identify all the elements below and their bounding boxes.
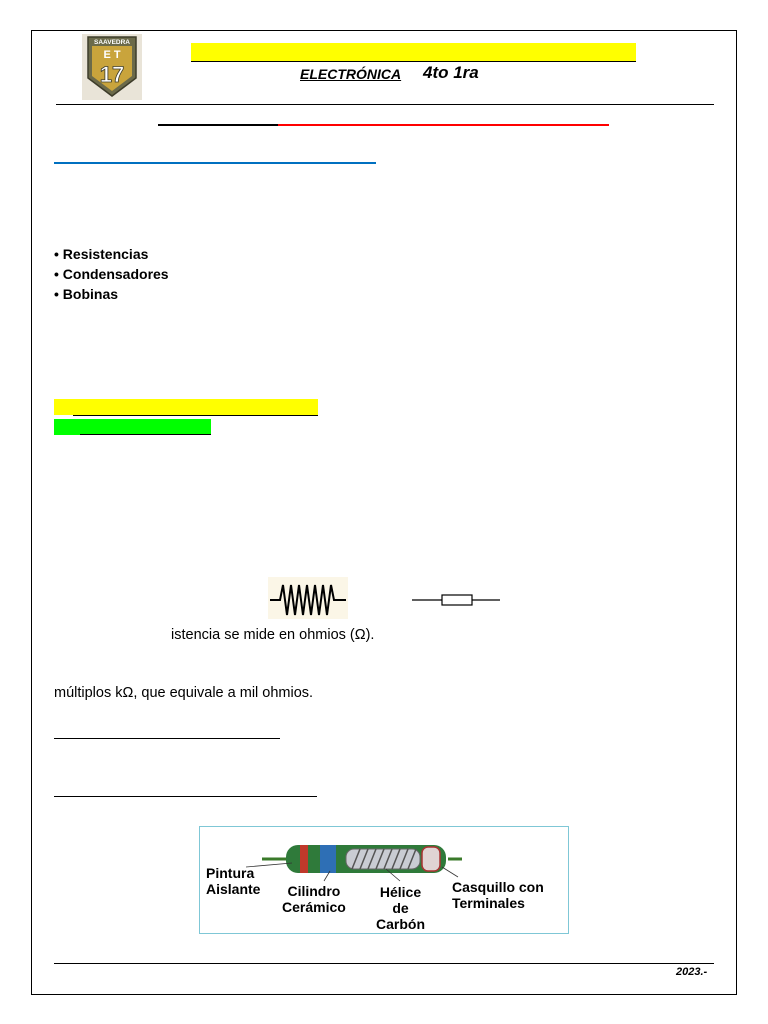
components-list xyxy=(54,244,169,304)
resistor-diagram xyxy=(199,826,569,934)
title-rule-black xyxy=(158,124,278,126)
subject-title: ELECTRÓNICA xyxy=(300,66,402,82)
label-helix: Hélice de Carbón xyxy=(376,884,425,932)
list-item: • Condensadores xyxy=(54,266,169,282)
multiples-text: múltiplos kΩ, que equivale a mil ohmios. xyxy=(54,685,314,701)
highlight-yellow-underline xyxy=(73,415,318,416)
list-item: • Bobinas xyxy=(54,286,119,302)
header-divider xyxy=(56,104,714,105)
highlight-green-underline xyxy=(80,434,211,435)
school-logo xyxy=(82,34,142,100)
title-rule-red xyxy=(278,124,609,126)
resistor-zigzag-symbol xyxy=(268,577,348,619)
highlight-yellow xyxy=(54,399,318,415)
logo-letters: E T xyxy=(103,49,121,61)
list-item: • Resistencias xyxy=(54,246,149,262)
label-cap: Casquillo con Terminales xyxy=(452,879,544,911)
resistor-box-symbol xyxy=(412,590,502,610)
blank-rule-1 xyxy=(54,738,280,739)
blank-rule-2 xyxy=(54,796,317,797)
footer-divider xyxy=(54,963,714,964)
label-paint: Pintura Aislante xyxy=(206,865,261,897)
title-highlight-bar xyxy=(191,43,636,62)
logo-top-text: SAAVEDRA xyxy=(94,39,130,46)
section-rule-blue xyxy=(54,162,376,164)
highlight-green xyxy=(54,419,211,435)
footer-year: 2023.- xyxy=(676,966,708,978)
logo-number: 17 xyxy=(99,62,125,87)
course-label: 4to 1ra xyxy=(423,63,479,82)
label-cylinder: Cilindro Cerámico xyxy=(282,883,346,915)
resistance-unit-text: istencia se mide en ohmios (Ω). xyxy=(171,627,375,643)
